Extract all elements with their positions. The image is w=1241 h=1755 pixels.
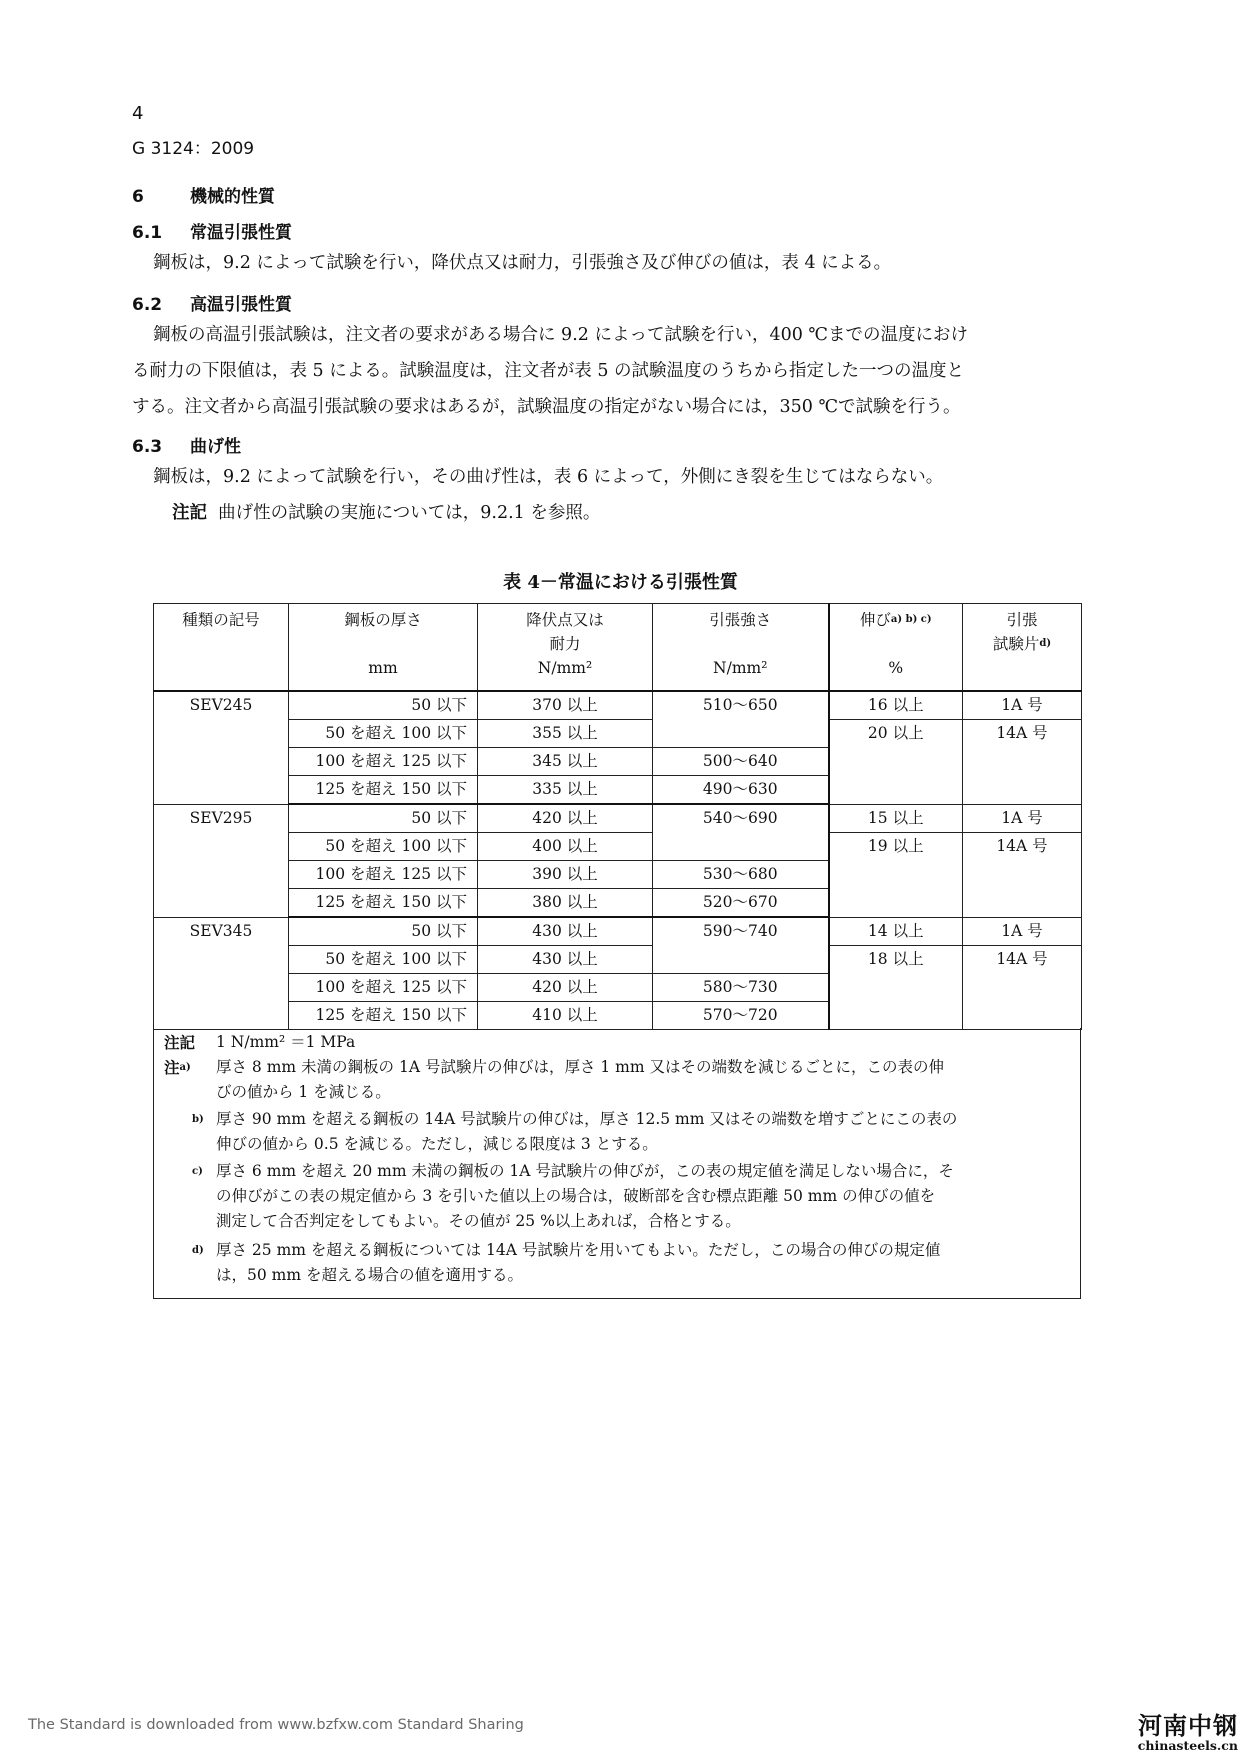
specimen-cell: 1A 号 <box>963 804 1082 833</box>
tensile-cell: 520～670 <box>653 889 829 918</box>
table-row <box>154 833 1082 861</box>
thickness-cell: 50 以下 <box>289 804 478 833</box>
tensile-cell: 580～730 <box>653 974 829 1002</box>
tensile-cell: 540～690 <box>653 804 829 861</box>
chinasteels-logo <box>1108 1706 1238 1753</box>
specimen-cell: 14A 号 <box>963 833 1082 918</box>
yield-cell: 370 以上 <box>478 691 653 720</box>
header-elongation: 伸び$^{a) b) c)}$ % <box>829 604 963 692</box>
table-title: 表 4－常温における引張性質 <box>503 572 738 593</box>
note-tag: 注記 <box>172 503 207 523</box>
tensile-cell: 530～680 <box>653 861 829 889</box>
subsection-6-2-line-1: 鋼板の高温引張試験は，注文者の要求がある場合に 9.2 によって試験を行い，400 ℃までの温度におけ <box>153 325 968 345</box>
yield-cell: 355 以上 <box>478 720 653 748</box>
thickness-cell: 100 を超え 125 以下 <box>289 748 478 776</box>
subsection-number: 6.2 <box>132 295 163 315</box>
grade-cell: SEV345 <box>154 917 289 1030</box>
yield-cell: 430 以上 <box>478 917 653 946</box>
subsection-title: 曲げ性 <box>190 437 241 457</box>
thickness-cell: 100 を超え 125 以下 <box>289 861 478 889</box>
thickness-cell: 50 を超え 100 以下 <box>289 720 478 748</box>
download-footer: The Standard is downloaded from www.bzfxw.com Standard Sharing <box>28 1717 524 1733</box>
tensile-cell: 500～640 <box>653 748 829 776</box>
memo-text: 1 N/mm² ＝1 MPa <box>216 1033 356 1051</box>
table-row <box>154 946 1082 974</box>
subsection-number: 6.3 <box>132 437 163 457</box>
thickness-cell: 125 を超え 150 以下 <box>289 889 478 918</box>
yield-cell: 430 以上 <box>478 946 653 974</box>
note-d-mark: d) <box>192 1245 204 1256</box>
elongation-cell: 15 以上 <box>829 804 963 833</box>
header-thickness: 鋼板の厚さ mm <box>289 604 478 692</box>
subsection-6-3-note <box>172 495 600 531</box>
specimen-cell: 1A 号 <box>963 917 1082 946</box>
table-row <box>154 917 1082 946</box>
subsection-6-2-line-3: する。注文者から高温引張試験の要求はあるが，試験温度の指定がない場合には，350 ℃で試験を行う。 <box>132 397 961 417</box>
yield-cell: 400 以上 <box>478 833 653 861</box>
elongation-cell: 16 以上 <box>829 691 963 720</box>
memo-tag: 注記 <box>164 1033 196 1052</box>
subsection-title: 常温引張性質 <box>190 223 292 243</box>
tensile-cell: 590～740 <box>653 917 829 974</box>
grade-cell: SEV245 <box>154 691 289 804</box>
elongation-cell: 14 以上 <box>829 917 963 946</box>
note-c-text: 厚さ 6 mm を超え 20 mm 未満の鋼板の 1A 号試験片の伸びが，この表の規定値を満足しない場合に，そ の伸びがこの表の規定値から 3 を引いた値以上の場合は，破断部を含む標点距離 50 mm の伸びの値を 測定して合否判定をしてもよい。その値が 25 %以上あれば，合格とする。 <box>216 1162 954 1230</box>
note-a <box>164 1055 1074 1101</box>
note-tag: 注 <box>164 1058 180 1077</box>
subsection-6-2-line-2: る耐力の下限値は，表 5 による。試験温度は，注文者が表 5 の試験温度のうちから指定した一つの温度と <box>132 361 965 381</box>
logo-chinese: 河南中钢 <box>1138 1712 1238 1740</box>
yield-cell: 420 以上 <box>478 974 653 1002</box>
header-specimen: 引張 試験片$^{d)}$ <box>963 604 1082 692</box>
note-b <box>164 1107 1074 1153</box>
tensile-properties-table <box>153 603 1082 1030</box>
thickness-cell: 50 以下 <box>289 917 478 946</box>
section-title: 機械的性質 <box>190 187 275 207</box>
yield-cell: 345 以上 <box>478 748 653 776</box>
subsection-6-2-heading <box>132 290 292 315</box>
note-d <box>164 1238 1074 1284</box>
elongation-cell: 18 以上 <box>829 946 963 1030</box>
page-number: 4 <box>132 103 144 124</box>
note-a-mark: a) <box>179 1062 191 1073</box>
yield-cell: 335 以上 <box>478 776 653 805</box>
yield-cell: 410 以上 <box>478 1002 653 1030</box>
thickness-cell: 125 を超え 150 以下 <box>289 1002 478 1030</box>
table-notes <box>153 1028 1081 1299</box>
yield-cell: 380 以上 <box>478 889 653 918</box>
thickness-cell: 50 を超え 100 以下 <box>289 833 478 861</box>
yield-cell: 420 以上 <box>478 804 653 833</box>
thickness-cell: 125 を超え 150 以下 <box>289 776 478 805</box>
elongation-cell: 19 以上 <box>829 833 963 918</box>
table-header-row <box>154 604 1082 692</box>
tensile-cell: 490～630 <box>653 776 829 805</box>
specimen-cell: 14A 号 <box>963 946 1082 1030</box>
note-c-mark: c) <box>192 1166 203 1177</box>
document-id: G 3124：2009 <box>132 139 255 159</box>
yield-cell: 390 以上 <box>478 861 653 889</box>
header-yield: 降伏点又は 耐力 N/mm² <box>478 604 653 692</box>
subsection-6-1-text: 鋼板は，9.2 によって試験を行い，降伏点又は耐力，引張強さ及び伸びの値は，表 4 による。 <box>153 253 892 273</box>
logo-english: chinasteels.cn <box>1137 1738 1238 1753</box>
elongation-cell: 20 以上 <box>829 720 963 805</box>
table-row <box>154 691 1082 720</box>
tensile-cell: 510～650 <box>653 691 829 748</box>
specimen-cell: 14A 号 <box>963 720 1082 805</box>
table-row <box>154 804 1082 833</box>
specimen-cell: 1A 号 <box>963 691 1082 720</box>
note-a-text: 厚さ 8 mm 未満の鋼板の 1A 号試験片の伸びは，厚さ 1 mm 又はその端数を減じるごとに，この表の伸 びの値から 1 を減じる。 <box>216 1058 944 1101</box>
thickness-cell: 50 以下 <box>289 691 478 720</box>
note-d-text: 厚さ 25 mm を超える鋼板については 14A 号試験片を用いてもよい。ただし，この場合の伸びの規定値 は，50 mm を超える場合の値を適用する。 <box>216 1241 941 1284</box>
section-number: 6 <box>132 187 144 207</box>
note-c <box>164 1159 1074 1230</box>
subsection-6-3-heading <box>132 432 241 457</box>
table-row <box>154 720 1082 748</box>
grade-cell: SEV295 <box>154 804 289 917</box>
tensile-cell: 570～720 <box>653 1002 829 1030</box>
subsection-6-1-heading <box>132 218 292 243</box>
header-grade: 種類の記号 <box>154 604 289 692</box>
section-6-heading <box>132 182 275 207</box>
subsection-6-3-text: 鋼板は，9.2 によって試験を行い，その曲げ性は，表 6 によって，外側にき裂を生じてはならない。 <box>153 467 944 487</box>
memo-note <box>164 1030 356 1056</box>
note-b-text: 厚さ 90 mm を超える鋼板の 14A 号試験片の伸びは，厚さ 12.5 mm 又はその端数を増すごとにこの表の 伸びの値から 0.5 を減じる。ただし，減じる限度は 3 とする。 <box>216 1110 958 1153</box>
thickness-cell: 50 を超え 100 以下 <box>289 946 478 974</box>
header-tensile: 引張強さ N/mm² <box>653 604 829 692</box>
thickness-cell: 100 を超え 125 以下 <box>289 974 478 1002</box>
subsection-number: 6.1 <box>132 223 163 243</box>
subsection-title: 高温引張性質 <box>190 295 292 315</box>
note-text: 曲げ性の試験の実施については，9.2.1 を参照。 <box>218 503 601 523</box>
note-b-mark: b) <box>192 1114 204 1125</box>
